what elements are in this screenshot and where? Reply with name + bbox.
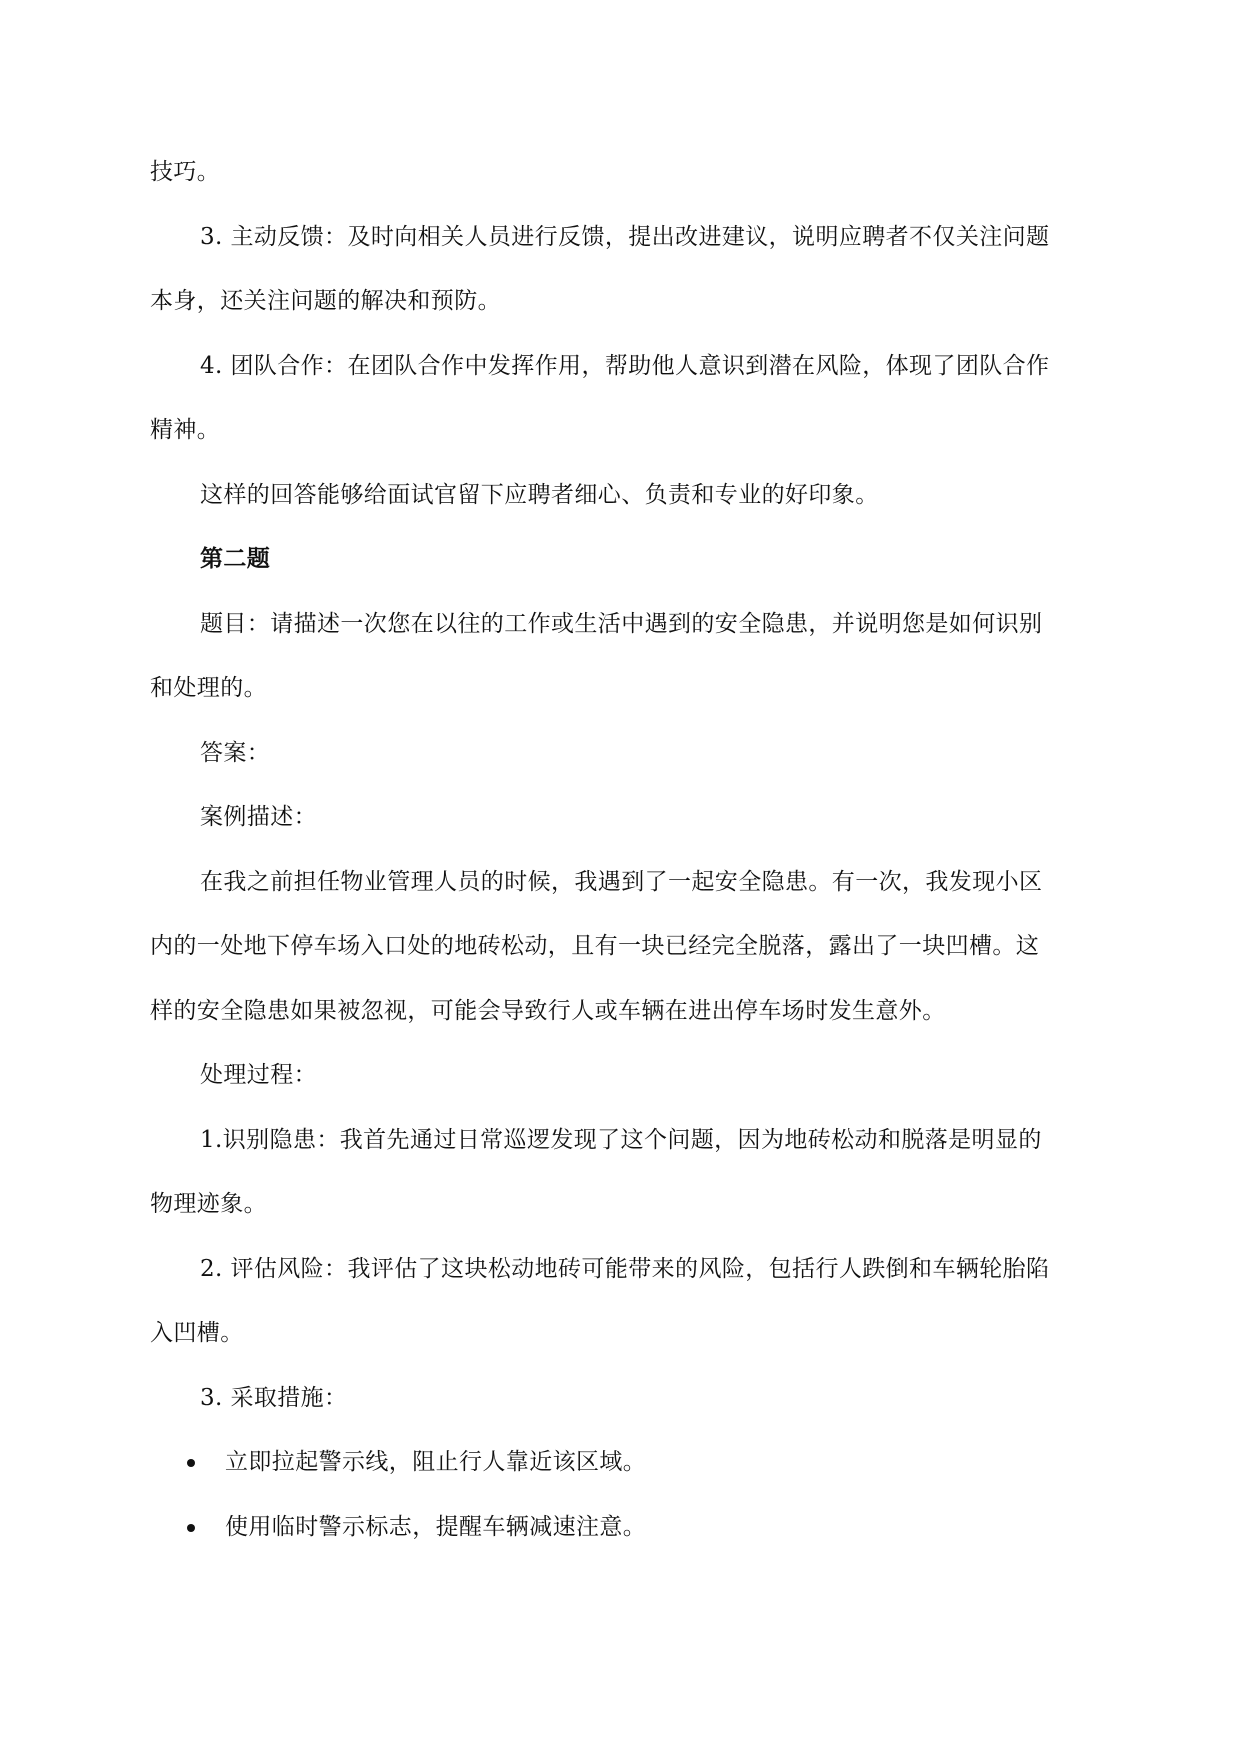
answer-label: 答案：	[200, 739, 271, 766]
bullet-text: 立即拉起警示线，阻止行人靠近该区域。	[225, 1449, 647, 1475]
process-label: 处理过程：	[200, 1062, 317, 1088]
paragraph-line: 入凹槽。	[150, 1320, 244, 1346]
case-paragraph: 在我之前担任物业管理人员的时候，我遇到了一起安全隐患。有一次，我发现小区	[200, 868, 1043, 895]
paragraph-line: 和处理的。	[150, 675, 267, 701]
list-item-assess-risk: 2. 评估风险：我评估了这块松动地砖可能带来的风险，包括行人跌倒和车辆轮胎陷	[200, 1255, 1050, 1282]
list-item-teamwork: 4. 团队合作：在团队合作中发挥作用，帮助他人意识到潜在风险，体现了团队合作	[200, 352, 1050, 379]
list-item-identify-hazard: 1.识别隐患：我首先通过日常巡逻发现了这个问题，因为地砖松动和脱落是明显的	[200, 1126, 1042, 1153]
list-item-take-measures: 3. 采取措施：	[200, 1384, 348, 1411]
bullet-item	[150, 1495, 1090, 1560]
paragraph-line: 内的一处地下停车场入口处的地砖松动，且有一块已经完全脱落，露出了一块凹槽。这	[150, 933, 1040, 959]
bullet-item	[150, 1430, 1090, 1495]
bullet-text: 使用临时警示标志，提醒车辆减速注意。	[225, 1513, 647, 1540]
paragraph-line: 技巧。	[150, 159, 221, 185]
document-body	[150, 140, 1090, 1559]
summary-paragraph: 这样的回答能够给面试官留下应聘者细心、负责和专业的好印象。	[200, 481, 879, 508]
paragraph-line: 本身，还关注问题的解决和预防。	[150, 288, 501, 314]
list-item-proactive-feedback: 3. 主动反馈：及时向相关人员进行反馈，提出改进建议，说明应聘者不仅关注问题	[200, 223, 1050, 250]
paragraph-line: 物理迹象。	[150, 1191, 267, 1217]
bullet-icon	[187, 1459, 195, 1467]
question-text: 题目：请描述一次您在以往的工作或生活中遇到的安全隐患，并说明您是如何识别	[200, 610, 1043, 637]
paragraph-line: 精神。	[150, 417, 221, 443]
section-heading: 第二题	[200, 545, 271, 572]
bullet-icon	[187, 1524, 195, 1532]
paragraph-line: 样的安全隐患如果被忽视，可能会导致行人或车辆在进出停车场时发生意外。	[150, 997, 946, 1024]
case-description-label: 案例描述：	[200, 804, 317, 830]
